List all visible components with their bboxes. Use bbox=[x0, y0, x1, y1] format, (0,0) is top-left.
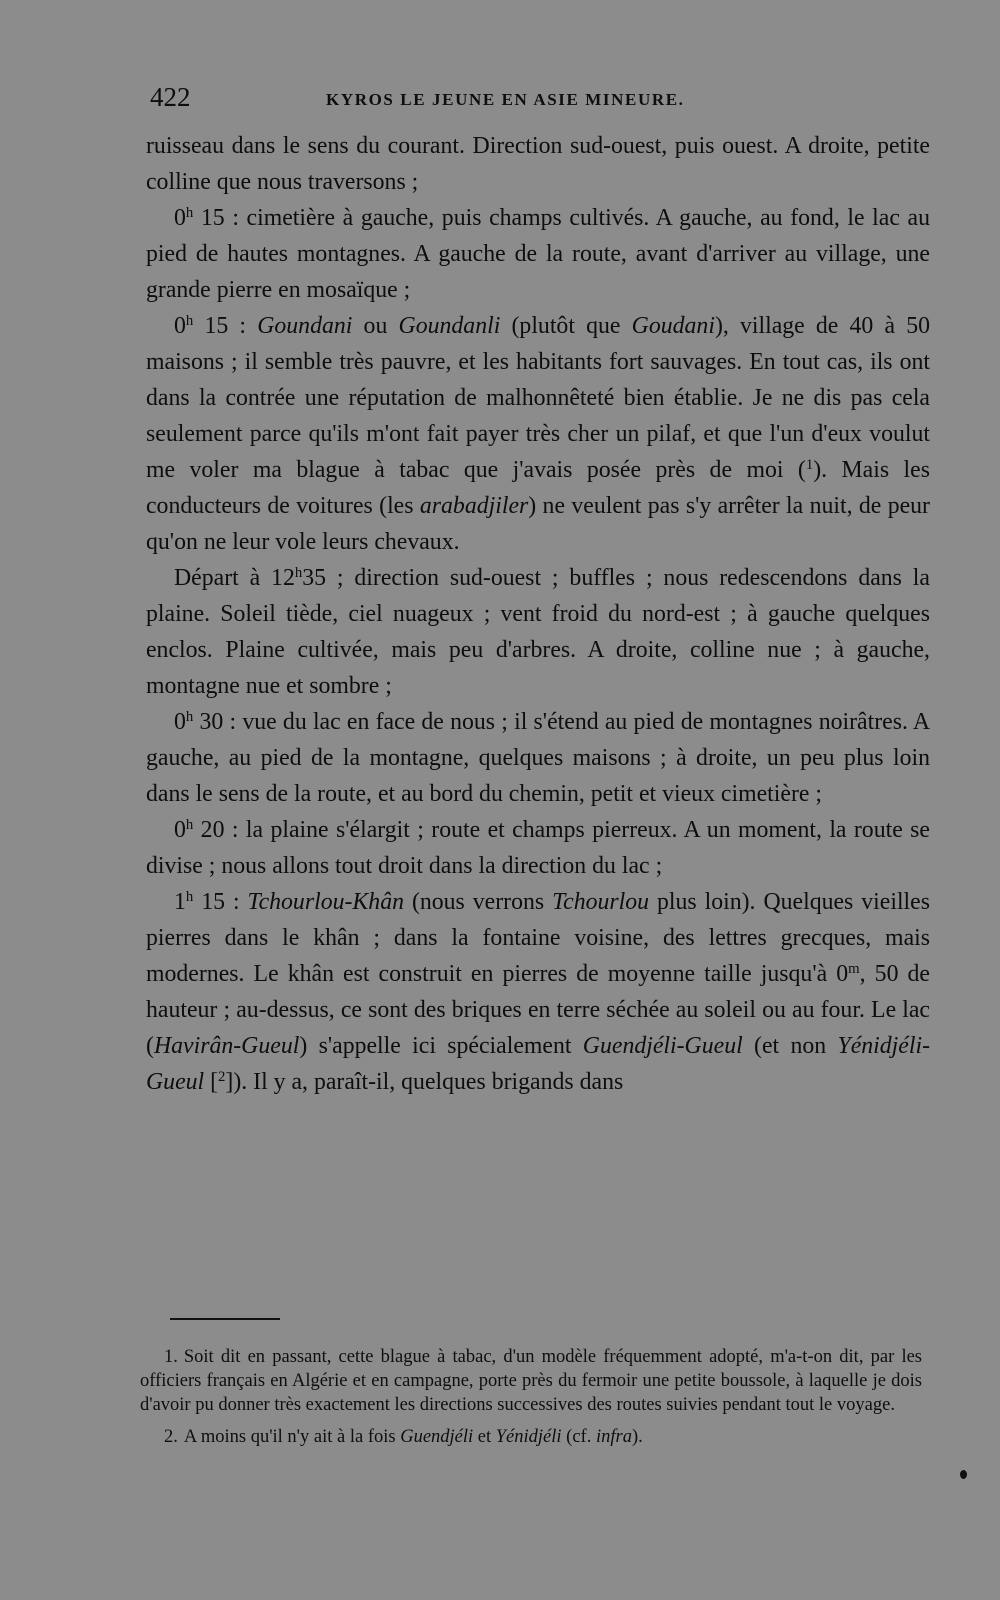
ink-dot-mark bbox=[960, 1470, 967, 1479]
paragraph-7: 1$^h$ 15 : Tchourlou-Khân (nous verrons Tchourlou plus loin). Quelques vieilles pierres dans le khân ; dans la fontaine voisine, des lettres grecques, mais modernes. Le khân est construit en pierres de moyenne taille jusqu'à 0$^m$, 50 de hauteur ; au-dessus, ce sont des briques en terre séchée au soleil ou au four. Le lac (Havirân-Gueul) s'appelle ici spécialement Guendjéli-Gueul (et non Yénidjéli-Gueul [$^2$]). Il y a, paraît-il, quelques brigands dans bbox=[146, 888, 930, 1095]
page-number: 422 bbox=[150, 82, 191, 112]
paragraph-2: 0$^h$ 15 : cimetière à gauche, puis champs cultivés. A gauche, au fond, le lac au pied de hautes montagnes. A gauche de la route, avant d'arriver au village, une grande pierre en mosaïque ; bbox=[146, 204, 930, 303]
footnote-ref-2: 2 bbox=[218, 1068, 226, 1085]
paragraph-4: Départ à 12$^h$35 ; direction sud-ouest ; buffles ; nous redescendons dans la plaine. Soleil tiède, ciel nuageux ; vent froid du nord-est ; à gauche quelques enclos. Plaine cultivée, mais peu d'arbres. A droite, colline nue ; à gauche, montagne nue et sombre ; bbox=[146, 564, 930, 699]
place-name: Havirân-Gueul bbox=[153, 1033, 300, 1059]
place-name: Yénidjéli-Gueul bbox=[146, 1033, 930, 1095]
footnote-ref-1: 1 bbox=[805, 456, 814, 473]
paragraph-5: 0$^h$ 30 : vue du lac en face de nous ; il s'étend au pied de montagnes noirâtres. A gauche, au pied de la montagne, quelques maisons ; à droite, un peu plus loin dans le sens de la route, et au bord du chemin, petit et vieux cimetière ; bbox=[146, 708, 930, 807]
footnote-rule bbox=[170, 1318, 280, 1320]
place-name: Goundani bbox=[257, 313, 353, 339]
page-header bbox=[150, 80, 762, 120]
footnote-2: 2. A moins qu'il n'y ait à la fois Guendjéli et Yénidjéli (cf. infra). bbox=[164, 1427, 643, 1447]
paragraph-1: ruisseau dans le sens du courant. Direction sud-ouest, puis ouest. A droite, petite colline que nous traversons ; bbox=[146, 133, 930, 195]
running-head: KYROS LE JEUNE EN ASIE MINEURE. bbox=[326, 90, 685, 109]
main-text bbox=[146, 128, 930, 1100]
footnote-number: 1. bbox=[164, 1347, 178, 1367]
place-name: Tchourlou-Khân bbox=[247, 889, 404, 915]
footnote-number: 2. bbox=[164, 1427, 178, 1447]
footnote-1: 1. Soit dit en passant, cette blague à tabac, d'un modèle fréquemment adopté, m'a-t-on dit, par les officiers français en Algérie et en campagne, porte près du fermoir une petite boussole, à laquelle je dois d'avoir pu donner très exactement les directions successives des routes suivies pendant tout le voyage. bbox=[140, 1347, 922, 1415]
place-name: Goudani bbox=[631, 313, 715, 339]
place-name: Tchourlou bbox=[552, 889, 650, 915]
place-name: Goundanli bbox=[398, 313, 501, 339]
paragraph-3: 0$^h$ 15 : Goundani ou Goundanli (plutôt que Goudani), village de 40 à 50 maisons ; il semble très pauvre, et les habitants fort sauvages. En tout cas, ils ont dans la contrée une réputation de malhonnêteté bien établie. Je ne dis pas cela seulement parce qu'ils m'ont fait payer très cher un pilaf, et que l'un d'eux voulut me voler ma blague à tabac que j'avais posée près de moi ($^1$). Mais les conducteurs de voitures (les arabadjiler) ne veulent pas s'y arrêter la nuit, de peur qu'on ne leur vole leurs chevaux. bbox=[146, 312, 930, 555]
footnotes bbox=[140, 1345, 922, 1449]
paragraph-6: 0$^h$ 20 : la plaine s'élargit ; route et champs pierreux. A un moment, la route se divise ; nous allons tout droit dans la direction du lac ; bbox=[146, 816, 930, 879]
term: arabadjiler bbox=[419, 493, 529, 519]
place-name: Guendjéli-Gueul bbox=[582, 1033, 743, 1059]
